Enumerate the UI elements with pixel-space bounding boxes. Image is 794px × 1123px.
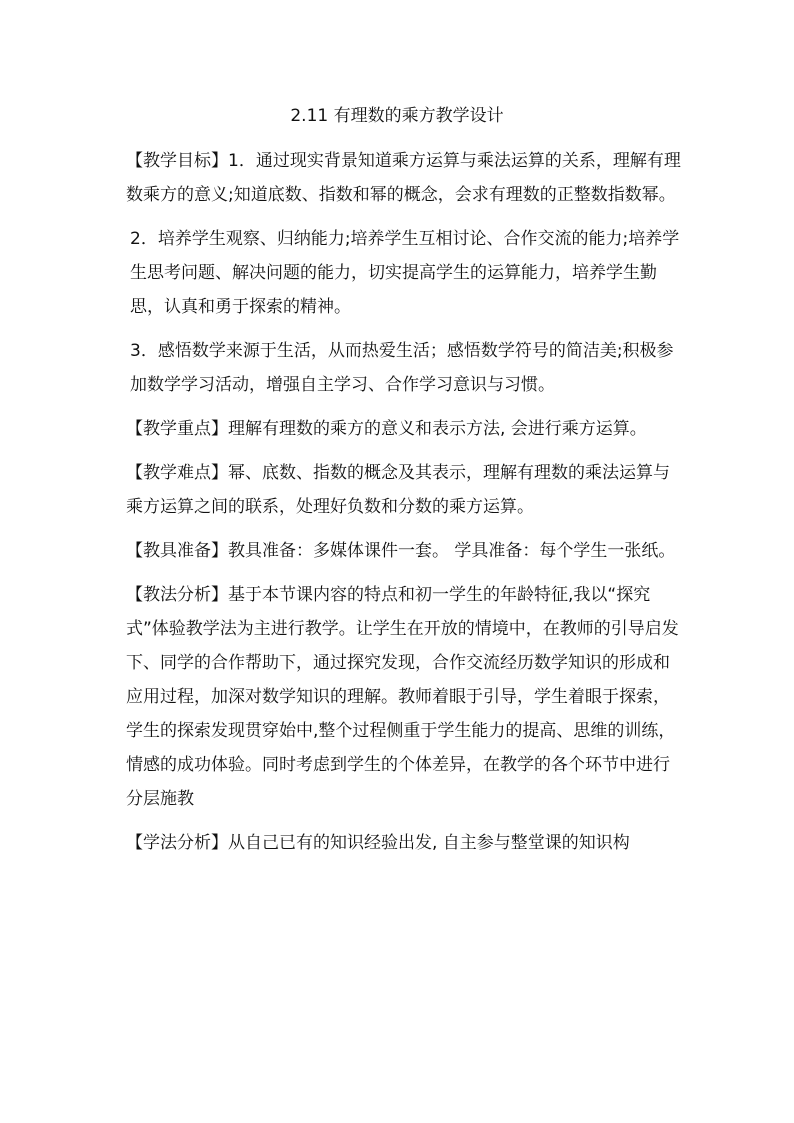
document-title: 2.11 有理数的乘方教学设计: [290, 106, 504, 126]
document-body: [126, 144, 682, 860]
paragraph-teaching-method: 【教法分析】基于本节课内容的特点和初一学生的年龄特征,我以“探究式”体验教学法为主进行教学。让学生在开放的情境中，在教师的引导启发下、同学的合作帮助下，通过探究发现，合作交流经历数学知识的形成和应用过程，加深对数学知识的理解。教师着眼于引导，学生着眼于探索，学生的探索发现贯穿始中,整个过程侧重于学生能力的提高、思维的训练，情感的成功体验。同时考虑到学生的个体差异，在教学的各个环节中进行分层施教: [126, 585, 679, 809]
paragraph-teaching-goals: 【教学目标】1．通过现实背景知道乘方运算与乘法运算的关系，理解有理数乘方的意义;知道底数、指数和幂的概念，会求有理数的正整数指数幂。: [126, 151, 681, 205]
paragraph-goal-2: 2．培养学生观察、归纳能力;培养学生互相讨论、合作交流的能力;培养学生思考问题、解决问题的能力，切实提高学生的运算能力，培养学生勤思，认真和勇于探索的精神。: [130, 229, 680, 317]
paragraph-difficult-points: 【教学难点】幂、底数、指数的概念及其表示，理解有理数的乘法运算与乘方运算之间的联系，处理好负数和分数的乘方运算。: [126, 463, 670, 517]
paragraph-goal-3: 3．感悟数学来源于生活，从而热爱生活；感悟数学符号的简洁美;积极参加数学学习活动，增强自主学习、合作学习意识与习惯。: [130, 341, 674, 395]
paragraph-learning-method: 【学法分析】从自己已有的知识经验出发, 自主参与整堂课的知识构: [126, 833, 630, 853]
paragraph-key-points: 【教学重点】理解有理数的乘方的意义和表示方法, 会进行乘方运算。: [126, 419, 647, 439]
paragraph-teaching-aids: 【教具准备】教具准备：多媒体课件一套。 学具准备：每个学生一张纸。: [126, 541, 676, 561]
